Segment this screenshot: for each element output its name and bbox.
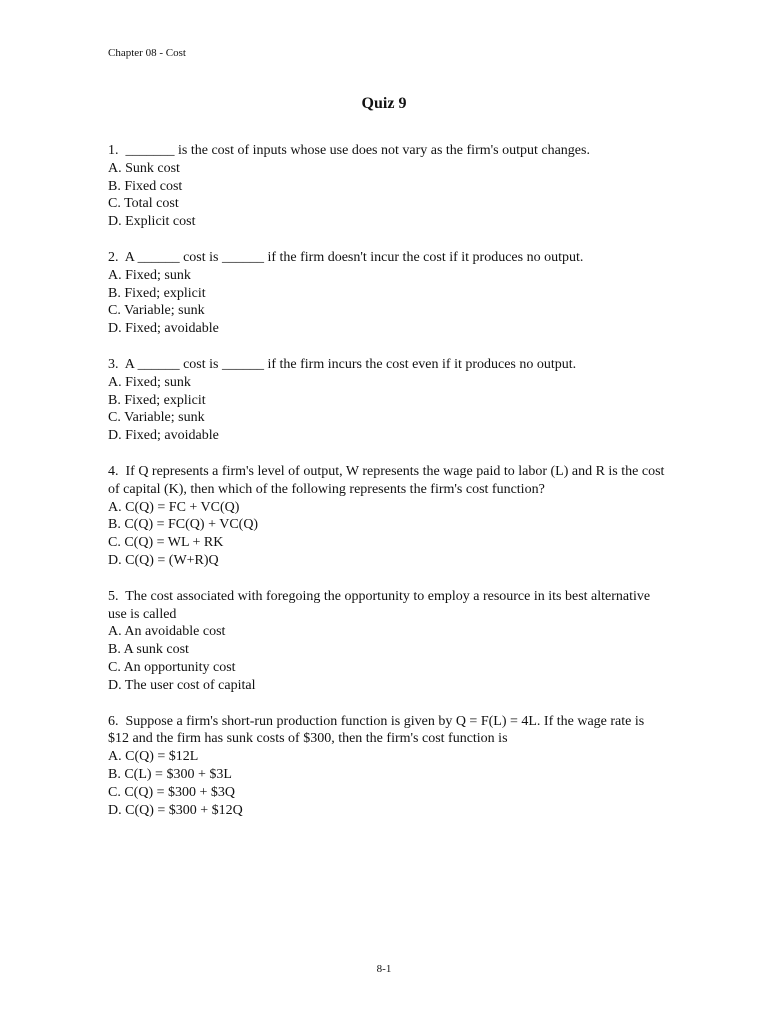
answer-option: B. C(L) = $300 + $3L xyxy=(108,766,232,782)
question-stem: 1. _______ is the cost of inputs whose use does not vary as the firm's output changes. xyxy=(108,143,590,158)
answer-option: D. Fixed; avoidable xyxy=(108,428,219,444)
answer-option: C. Variable; sunk xyxy=(108,410,205,426)
page-number: 8-1 xyxy=(376,963,392,975)
answer-option: D. C(Q) = $300 + $12Q xyxy=(108,802,243,818)
answer-option: B. C(Q) = FC(Q) + VC(Q) xyxy=(108,517,259,533)
question-1 xyxy=(108,142,668,231)
question-5 xyxy=(108,588,668,695)
answer-option: A. Sunk cost xyxy=(108,160,180,176)
question-4 xyxy=(108,463,668,570)
answer-option: A. Fixed; sunk xyxy=(108,374,191,390)
chapter-header: Chapter 08 - Cost xyxy=(108,47,186,59)
question-stem: 2. A ______ cost is ______ if the firm doesn't incur the cost if it produces no output. xyxy=(108,249,584,265)
answer-option: D. The user cost of capital xyxy=(108,677,256,693)
answer-option: B. Fixed; explicit xyxy=(108,392,206,408)
answer-option: D. Explicit cost xyxy=(108,214,196,230)
answer-option: B. Fixed cost xyxy=(108,178,183,194)
answer-option: D. Fixed; avoidable xyxy=(108,321,219,337)
answer-option: C. C(Q) = WL + RK xyxy=(108,535,224,551)
question-list xyxy=(108,142,668,837)
question-2 xyxy=(108,249,668,338)
answer-option: C. Variable; sunk xyxy=(108,303,205,319)
quiz-title: Quiz 9 xyxy=(361,95,407,112)
question-6 xyxy=(108,713,668,820)
question-stem: 4. If Q represents a firm's level of output, W represents the wage paid to labor (L) and R is the cost of capital (K), then which of the following represents the firm's cost function? xyxy=(108,463,668,497)
answer-option: C. C(Q) = $300 + $3Q xyxy=(108,784,236,800)
answer-option: A. C(Q) = $12L xyxy=(108,749,199,765)
answer-option: A. C(Q) = FC + VC(Q) xyxy=(108,499,240,515)
answer-option: B. A sunk cost xyxy=(108,642,189,658)
answer-option: B. Fixed; explicit xyxy=(108,285,206,301)
question-stem: 5. The cost associated with foregoing the opportunity to employ a resource in its best alternative use is called xyxy=(108,588,654,622)
answer-option: D. C(Q) = (W+R)Q xyxy=(108,552,219,568)
answer-option: A. An avoidable cost xyxy=(108,624,226,640)
answer-option: C. An opportunity cost xyxy=(108,659,236,675)
question-stem: 3. A ______ cost is ______ if the firm incurs the cost even if it produces no output. xyxy=(108,356,577,372)
question-stem: 6. Suppose a firm's short-run production function is given by Q = F(L) = 4L. If the wage rate is $12 and the firm has sunk costs of $300, then the firm's cost function is xyxy=(108,713,648,747)
answer-option: A. Fixed; sunk xyxy=(108,267,191,283)
answer-option: C. Total cost xyxy=(108,196,179,212)
question-3 xyxy=(108,356,668,445)
